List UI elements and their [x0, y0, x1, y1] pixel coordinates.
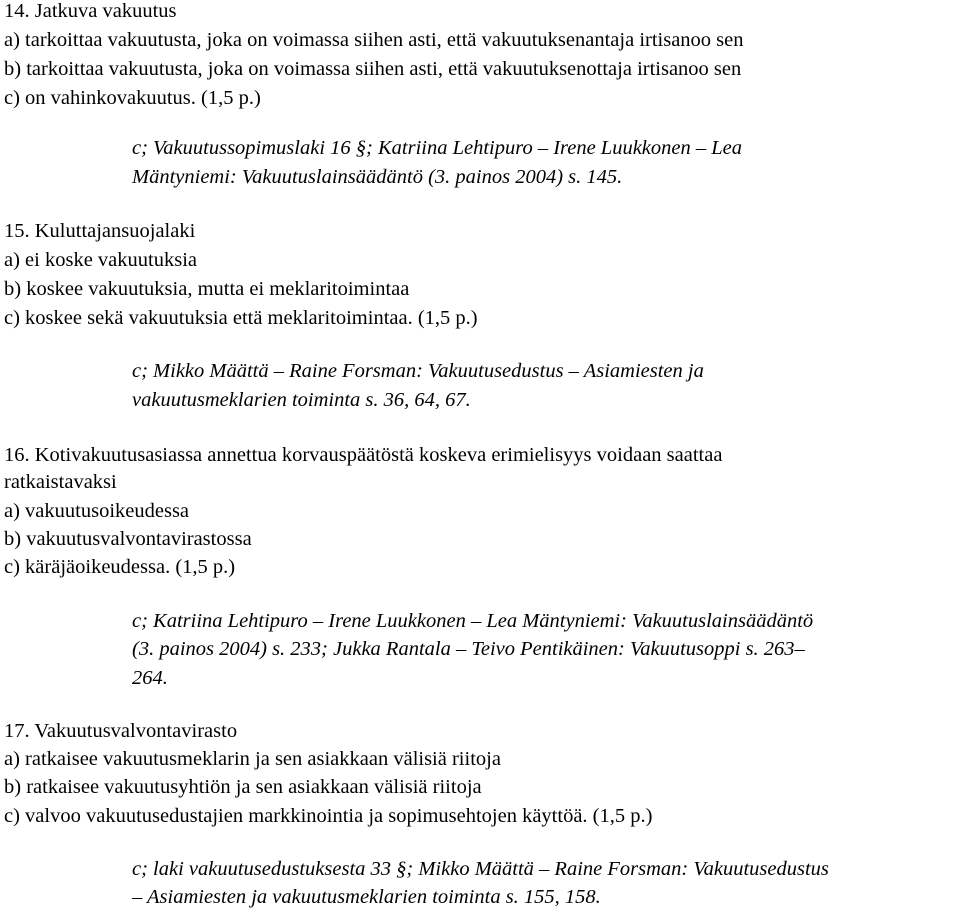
option-c: c) valvoo vakuutusedustajien markkinointia ja sopimusehtojen käyttöä. (1,5 p.) [4, 805, 653, 827]
question-title-cont: ratkaistavaksi [4, 471, 117, 493]
option-a: a) vakuutusoikeudessa [4, 500, 190, 522]
option-a: a) tarkoittaa vakuutusta, joka on voimassa siihen asti, että vakuutuksenantaja irtisanoo sen [4, 29, 744, 51]
option-c: c) on vahinkovakuutus. (1,5 p.) [4, 87, 261, 109]
option-a: a) ei koske vakuutuksia [4, 249, 197, 271]
answer-line: Mäntyniemi: Vakuutuslainsäädäntö (3. painos 2004) s. 145. [132, 166, 623, 188]
question-title: 16. Kotivakuutusasiassa annettua korvauspäätöstä koskeva erimielisyys voidaan saattaa [4, 444, 723, 466]
answer-line: 264. [132, 667, 168, 689]
answer-line: (3. painos 2004) s. 233; Jukka Rantala – Teivo Pentikäinen: Vakuutusoppi s. 263– [132, 638, 805, 660]
answer-line: c; Katriina Lehtipuro – Irene Luukkonen – Lea Mäntyniemi: Vakuutuslainsäädäntö [132, 610, 814, 632]
question-title: 14. Jatkuva vakuutus [4, 0, 177, 22]
answer-line: – Asiamiesten ja vakuutusmeklarien toiminta s. 155, 158. [132, 886, 601, 908]
option-b: b) vakuutusvalvontavirastossa [4, 528, 252, 550]
option-c: c) käräjäoikeudessa. (1,5 p.) [4, 556, 236, 578]
option-a: a) ratkaisee vakuutusmeklarin ja sen asiakkaan välisiä riitoja [4, 748, 501, 770]
option-b: b) ratkaisee vakuutusyhtiön ja sen asiakkaan välisiä riitoja [4, 776, 482, 798]
answer-line: c; Mikko Määttä – Raine Forsman: Vakuutusedustus – Asiamiesten ja [132, 360, 704, 382]
question-title: 15. Kuluttajansuojalaki [4, 220, 196, 242]
option-c: c) koskee sekä vakuutuksia että meklaritoimintaa. (1,5 p.) [4, 307, 478, 329]
option-b: b) koskee vakuutuksia, mutta ei meklaritoimintaa [4, 278, 410, 300]
answer-line: c; Vakuutussopimuslaki 16 §; Katriina Lehtipuro – Irene Luukkonen – Lea [132, 137, 743, 159]
option-b: b) tarkoittaa vakuutusta, joka on voimassa siihen asti, että vakuutuksenottaja irtisanoo sen [4, 58, 742, 80]
answer-line: c; laki vakuutusedustuksesta 33 §; Mikko Määttä – Raine Forsman: Vakuutusedustus [132, 858, 829, 880]
question-title: 17. Vakuutusvalvontavirasto [4, 720, 238, 742]
answer-line: vakuutusmeklarien toiminta s. 36, 64, 67. [132, 389, 471, 411]
